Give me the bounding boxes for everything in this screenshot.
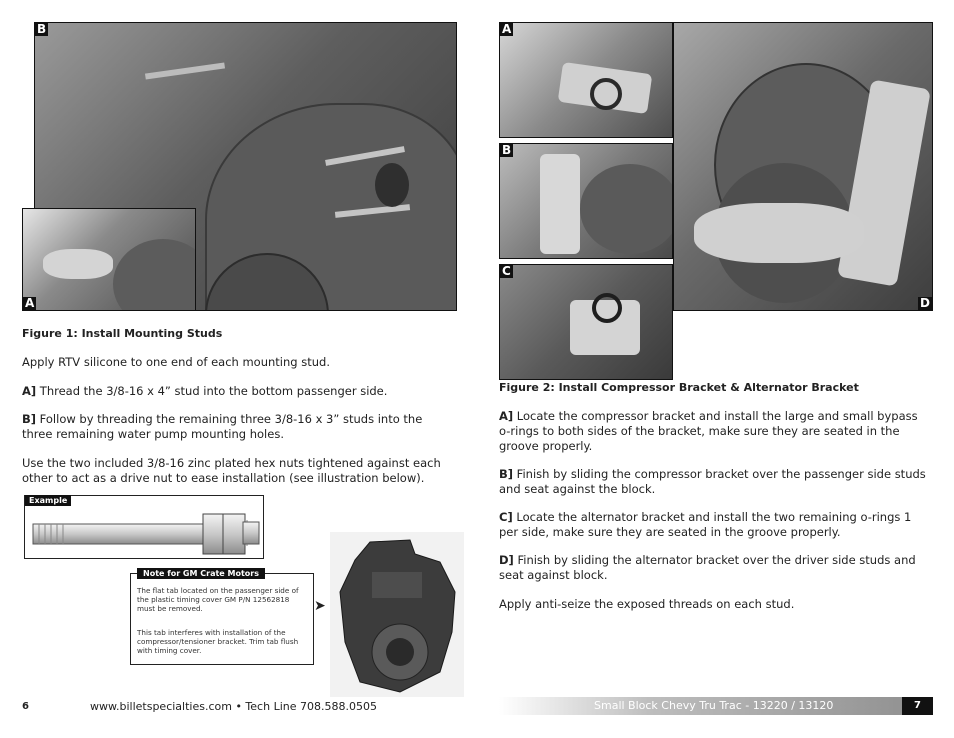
hand-shape <box>43 249 113 279</box>
arrow-right-icon: ➤ <box>314 598 326 614</box>
figure-1-caption: Figure 1: Install Mounting Studs <box>22 327 223 340</box>
right-step-d <box>499 553 929 583</box>
footer-title: Small Block Chevy Tru Trac - 13220 / 13120 <box>594 699 834 712</box>
photo-tag-c-right: C <box>502 264 511 278</box>
step-b-label: B] <box>22 412 37 426</box>
footer-page-number-left: 6 <box>22 701 29 712</box>
example-label: Example <box>25 495 71 506</box>
photo-tag-d-right: D <box>920 296 930 310</box>
step-a-label: A] <box>22 384 37 398</box>
right-step-a-label: A] <box>499 409 514 423</box>
timing-cover-shape <box>113 239 196 311</box>
right-step-b <box>499 467 929 497</box>
closing-text: Apply anti-seize the exposed threads on each stud. <box>499 597 795 611</box>
right-step-c-label: C] <box>499 510 513 524</box>
right-step-c-body: Locate the alternator bracket and install the two remaining o-rings 1 per side, make sure they are seated in the groove properly. <box>499 510 912 539</box>
hex-nut-text: Use the two included 3/8-16 zinc plated hex nuts tightened against each other to act as a drive nut to ease installation (see illustration below). <box>22 456 441 485</box>
timing-cover-shape <box>580 164 673 254</box>
step-b-text <box>22 412 452 442</box>
photo-tag-b: B <box>37 22 47 36</box>
step-a-body: Thread the 3/8-16 x 4” stud into the bottom passenger side. <box>36 384 388 398</box>
hand-shape <box>694 203 864 263</box>
photo-alternator-orings <box>499 264 673 380</box>
right-step-b-label: B] <box>499 467 514 481</box>
note-box <box>130 569 314 665</box>
timing-cover-image <box>330 532 464 697</box>
right-step-a <box>499 409 929 454</box>
photo-compressor-bracket-mounted <box>499 143 673 259</box>
bracket-shape <box>540 154 580 254</box>
photo-alternator-bracket-mounted <box>673 22 933 311</box>
photo-tag-a-right: A <box>502 22 512 36</box>
note-paragraph-2: This tab interferes with installation of the compressor/tensioner bracket. Trim tab flush with timing cover. <box>137 628 299 655</box>
figure-2-caption: Figure 2: Install Compressor Bracket & Alternator Bracket <box>499 381 859 394</box>
photo-tag-a: A <box>25 296 35 310</box>
step-a-text <box>22 384 452 399</box>
block-hole-shape <box>375 163 409 207</box>
right-step-a-body: Locate the compressor bracket and install the large and small bypass o-rings to both sides of the bracket, make sure they are seated in the groove properly. <box>499 409 918 453</box>
footer-website: www.billetspecialties.com • Tech Line 708.588.0505 <box>90 700 377 713</box>
right-step-c <box>499 510 929 540</box>
right-step-b-body: Finish by sliding the compressor bracket over the passenger side studs and seat against the block. <box>499 467 926 496</box>
footer-page-number-right: 7 <box>902 697 933 715</box>
intro-text: Apply RTV silicone to one end of each mounting stud. <box>22 355 330 369</box>
right-step-d-body: Finish by sliding the alternator bracket over the driver side studs and seat against block. <box>499 553 916 582</box>
step-b-body: Follow by threading the remaining three 3/8-16 x 3” studs into the three remaining water pump mounting holes. <box>22 412 423 441</box>
stud-with-nuts-illustration <box>25 496 263 558</box>
note-title: Note for GM Crate Motors <box>137 568 265 579</box>
note-paragraph-1: The flat tab located on the passenger side of the plastic timing cover GM P/N 12562818 must be removed. <box>137 586 299 613</box>
photo-inset-stud <box>22 208 196 311</box>
photo-compressor-orings <box>499 22 673 138</box>
oring-shape <box>590 78 622 110</box>
oring-shape <box>592 293 622 323</box>
example-box <box>24 495 264 559</box>
right-step-d-label: D] <box>499 553 514 567</box>
stud-shape <box>145 62 225 79</box>
timing-cover-drawing <box>330 532 464 697</box>
photo-tag-b-right: B <box>502 143 512 157</box>
